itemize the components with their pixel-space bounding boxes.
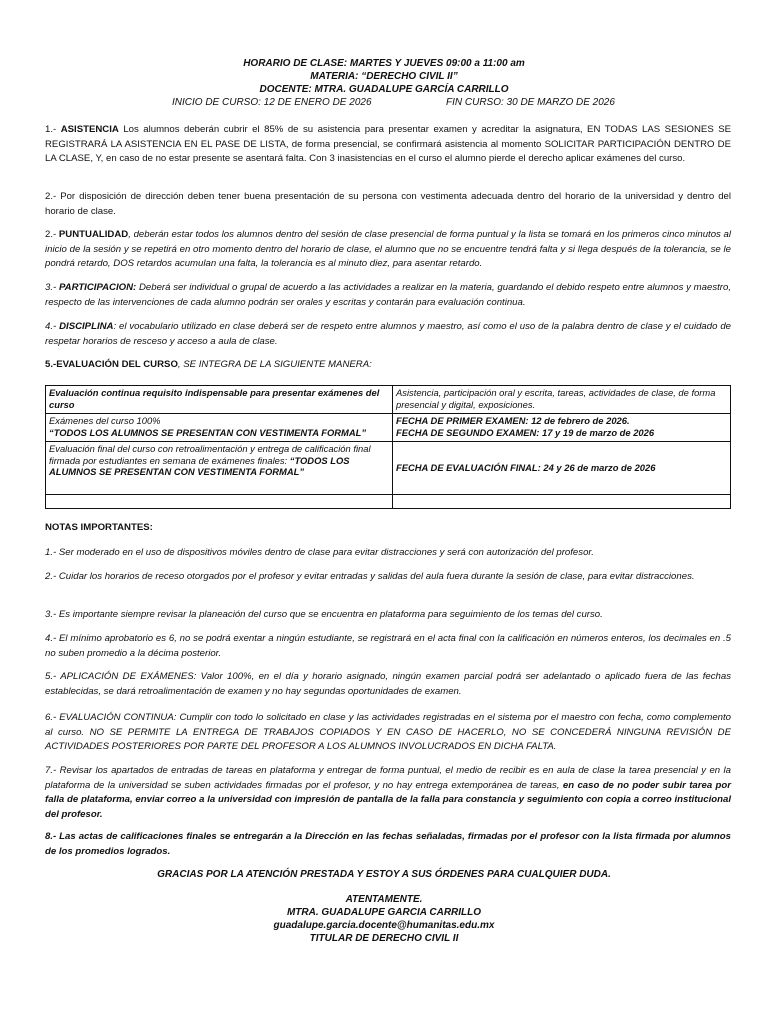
table-cell: Asistencia, participación oral y escrita, tareas, actividades de clase, de forma presencial y digital, exposiciones.	[393, 386, 731, 414]
note-item: 1.- Ser moderado en el uso de dispositivos móviles dentro de clase para evitar distracciones y será con autorización del profesor.	[45, 547, 594, 558]
course-end: FIN CURSO: 30 DE MARZO DE 2026	[446, 97, 615, 108]
rule-title: PARTICIPACION:	[58, 282, 137, 293]
rule-text: , deberán estar todos los alumnos dentro del sesión de clase presencial de forma puntual y la lista se tomará en los primeros cinco minutos al inicio de la sesión y se repetirá en otro momento dentro del horario de clase, el alumno que no se encuentre tendrá falta y si llega después de la tolerancia, se le pondrá retardo, DOS retardos acumulan una falta, la tolerancia es al minuto diez, para asentar retardo.	[45, 229, 731, 269]
closing-regards: ATENTAMENTE.	[345, 894, 423, 905]
table-cell	[46, 495, 393, 509]
cell-line: Exámenes del curso 100%	[49, 415, 161, 426]
signature-email: guadalupe.garcia.docente@humanitas.edu.mx	[273, 920, 495, 931]
note-item	[45, 764, 731, 822]
rule-text: 2.- Por disposición de dirección deben tener buena presentación de su persona con vestimenta adecuada dentro del horario de la universidad y dentro del horario de clase.	[45, 191, 731, 217]
cell-line: “TODOS LOS ALUMNOS SE PRESENTAN CON VESTIMENTA FORMAL”	[49, 426, 367, 438]
signature-name: MTRA. GUADALUPE GARCIA CARRILLO	[286, 907, 482, 918]
cell-line: FECHA DE SEGUNDO EXAMEN: 17 y 19 de marzo de 2026	[396, 426, 655, 438]
rule-title: PUNTUALIDAD	[58, 229, 129, 240]
table-row	[46, 495, 731, 509]
table-cell	[46, 414, 393, 442]
table-row	[46, 386, 731, 414]
course-start: INICIO DE CURSO: 12 DE ENERO DE 2026	[172, 97, 372, 108]
rule-dress-code	[45, 190, 731, 219]
table-cell	[46, 442, 393, 495]
rule-text: : el vocabulario utilizado en clase deberá ser de respeto entre alumnos y maestro, así como el uso de la palabra dentro de clase y el cuidado de respetar horarios de resceso y acceso a aula de clase.	[45, 321, 731, 347]
rule-text: , SE INTEGRA DE LA SIGUIENTE MANERA:	[177, 359, 372, 370]
note-text: 7.- Revisar los apartados de entradas de tareas en plataforma y entregar de forma puntual, el medio de recibir es en aula de clase la tarea presencial y en la plataforma de la universidad se suben actividades firmadas por el profesor, y no hay entrega extemporánea de tareas,	[45, 765, 731, 791]
note-item: 3.- Es importante siempre revisar la planeación del curso que se encuentra en plataforma para seguimiento de los temas del curso.	[45, 609, 603, 620]
rule-text: Los alumnos deberán cubrir el 85% de su asistencia para presentar examen y acreditar la asignatura, EN TODAS LAS SESIONES SE REGISTRARÁ LA ASISTENCIA EN EL PASE DE LISTA, de forma presencial, se confirmará asistencia al momento SOLICITAR PARTICIPACIÓN DENTRO DE LA CLASE, Y, en caso de no estar presente se asentará falta. Con 3 inasistencias en el curso el alumno pierde el derecho aplicar exámenes del curso.	[45, 124, 732, 164]
rule-punctuality	[45, 228, 731, 272]
rule-number: 3.-	[45, 282, 57, 293]
note-item: 5.- APLICACIÓN DE EXÁMENES: Valor 100%, en el día y horario asignado, ningún examen parcial podrá ser adelantado o aplicado fuera de las fechas establecidas, se dará retroalimentación de examen y no hay segundas oportunidades de examen.	[45, 671, 731, 697]
note-item: 8.- Las actas de calificaciones finales se entregarán a la Dirección en las fechas señaladas, firmadas por el profesor con la lista firmada por alumnos de los promedios logrados.	[45, 831, 731, 857]
table-cell: FECHA DE EVALUACIÓN FINAL: 24 y 26 de marzo de 2026	[393, 442, 731, 495]
rule-title: DISCIPLINA	[59, 321, 114, 332]
notes-title: NOTAS IMPORTANTES:	[45, 522, 153, 533]
closing-thanks: GRACIAS POR LA ATENCIÓN PRESTADA Y ESTOY A SUS ÓRDENES PARA CUALQUIER DUDA.	[157, 869, 611, 880]
rule-discipline	[45, 320, 731, 349]
signature-role: TITULAR DE DERECHO CIVIL II	[309, 933, 459, 944]
table-cell	[393, 414, 731, 442]
note-item: 2.- Cuidar los horarios de receso otorgados por el profesor y evitar entradas y salidas del aula fuera durante la sesión de clase, para evitar distracciones.	[45, 571, 695, 582]
rule-text: Deberá ser individual o grupal de acuerdo a las actividades a realizar en la materia, guardando el debido respeto entre alumnos y maestro, respecto de las intervenciones de cada alumno podrán ser orales y escritas y contarán para evaluación continua.	[45, 282, 731, 308]
rule-participation	[45, 281, 731, 310]
table-row	[46, 414, 731, 442]
rule-number: 1.-	[45, 124, 57, 135]
rule-attendance	[45, 123, 731, 167]
cell-text: Evaluación final del curso con retroalimentación y entrega de calificación final firmada por estudiantes en semana de exámenes finales:	[49, 443, 371, 466]
table-row	[46, 442, 731, 495]
note-text: en caso de no poder subir tarea por falla de plataforma, enviar correo a la universidad con impresión de pantalla de la falla para constancia y seguimiento con copia a correo institucional del profesor.	[45, 779, 731, 820]
schedule-line: HORARIO DE CLASE: MARTES Y JUEVES 09:00 a 11:00 am	[243, 58, 525, 69]
rule-number: 4.-	[45, 321, 57, 332]
rule-title: 5.-EVALUACIÓN DEL CURSO	[45, 359, 178, 370]
subject-line: MATERIA: “DERECHO CIVIL II”	[310, 71, 458, 82]
cell-line: FECHA DE PRIMER EXAMEN: 12 de febrero de 2026.	[396, 415, 630, 426]
table-cell	[393, 495, 731, 509]
evaluation-table	[45, 385, 731, 509]
teacher-line: DOCENTE: MTRA. GUADALUPE GARCÍA CARRILLO	[259, 84, 509, 95]
rule-evaluation	[45, 358, 731, 373]
note-item: 6.- EVALUACIÓN CONTINUA: Cumplir con todo lo solicitado en clase y las actividades registradas en el sistema por el maestro con fecha, como complemento al curso. NO SE PERMITE LA ENTREGA DE TRABAJOS COPIADOS Y EN CASO DE HACERLO, NO SE CONCEDERÁ NINGUNA REVISIÓN DE ACTIVIDADES POSTERIORES POR PARTE DEL PROFESOR A LOS ALUMNOS INVOLUCRADOS EN DICHA FALTA.	[45, 712, 731, 752]
note-item: 4.- El mínimo aprobatorio es 6, no se podrá exentar a ningún estudiante, se registrará en el acta final con la calificación en números enteros, los decimales en .5 no suben promedio a la décima posterior.	[45, 633, 731, 659]
rule-number: 2.-	[45, 229, 57, 240]
rule-title: ASISTENCIA	[60, 124, 119, 135]
table-cell: Evaluación continua requisito indispensable para presentar exámenes del curso	[46, 386, 393, 414]
cell-text: “TODOS LOS ALUMNOS SE PRESENTAN CON VESTIMENTA FORMAL”	[49, 454, 350, 477]
